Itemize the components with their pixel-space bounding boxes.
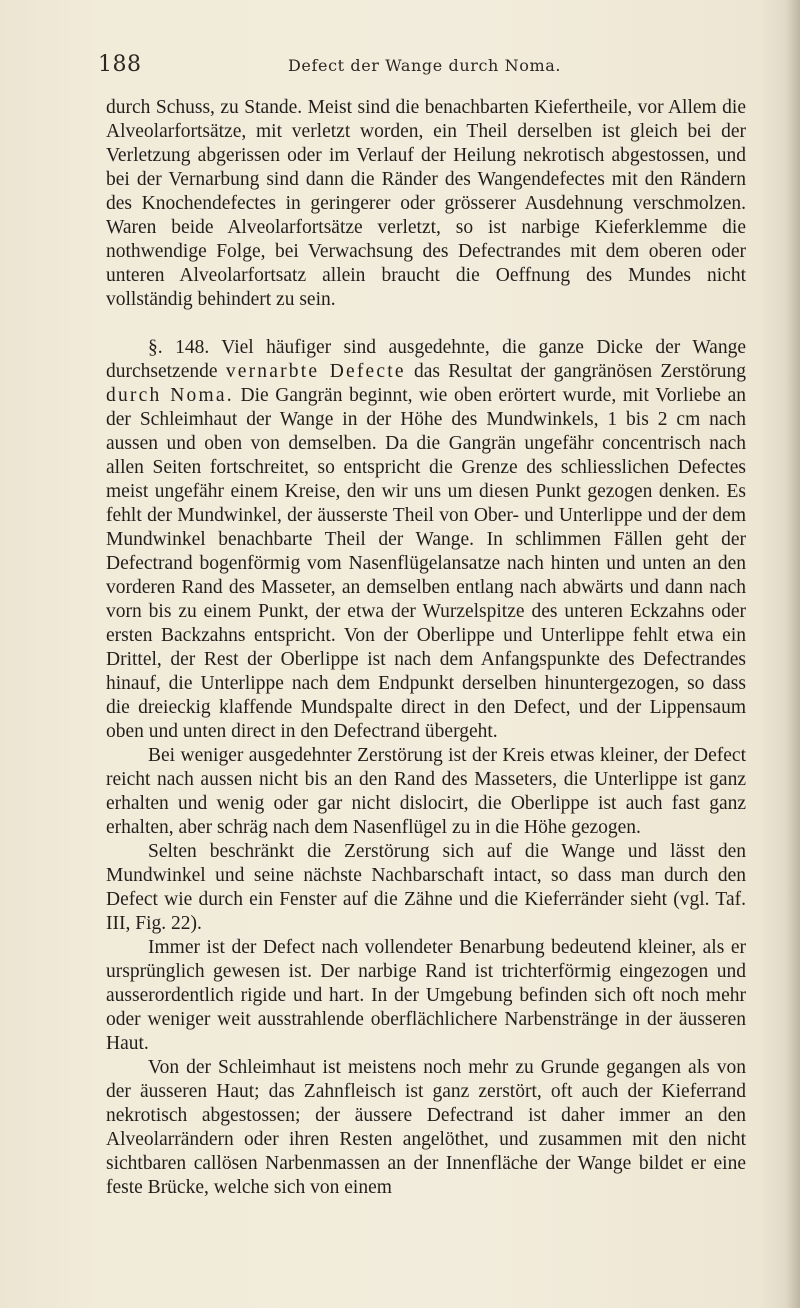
paragraph-5: Immer ist der Defect nach vollendeter Benarbung bedeutend kleiner, als er ursprünglich gewesen ist. Der narbige Rand ist trichterförmig eingezogen und ausserordentlich rigide und hart. In der Umgebung befinden sich oft noch mehr oder weniger weit ausstrahlende oberflächlichere Narbenstränge in der äusseren Haut.: [106, 937, 746, 1054]
section-rest-text: Die Gangrän beginnt, wie oben erörtert wurde, mit Vorliebe an der Schleimhaut der Wange in der Höhe des Mundwinkels, 1 bis 2 cm nach aussen und oben von demselben. Da die Gangrän ungefähr concentrisch nach allen Seiten fortschreitet, so entspricht die Grenze des schliesslichen Defectes meist ungefähr einem Kreise, den wir uns um diesen Punkt gezogen denken. Es fehlt der Mundwinkel, der äusserste Theil von Ober- und Unterlippe und der dem Mundwinkel benachbarte Theil der Wange. In schlimmen Fällen geht der Defectrand bogenförmig vom Nasenflügelansatze nach hinten und unten an den vorderen Rand des Masseter, an demselben entlang nach abwärts und dann nach vorn bis zu einem Punkt, der etwa der Wurzelspitze des unteren Eckzahns oder ersten Backzahns entspricht. Von der Oberlippe und Unterlippe fehlt etwa ein Drittel, der Rest der Oberlippe ist nach dem Anfangspunkte des Defectrandes hinauf, die Unterlippe nach dem Endpunkt derselben hinuntergezogen, so dass die dreieckig klaffende Mundspalte direct in den Defect, und der Lippensaum oben und unten direct in den Defectrand übergeht.: [106, 385, 746, 742]
page-number: 188: [98, 52, 142, 77]
page-edge-shadow: [786, 0, 800, 1308]
section-lead-text: §. 148. Viel häufiger sind ausgedehnte, die ganze Dicke der Wange durchsetzende: [106, 337, 746, 382]
paragraph-3: Bei weniger ausgedehnter Zerstörung ist der Kreis etwas kleiner, der Defect reicht nach aussen nicht bis an den Rand des Masseters, die Unterlippe ist ganz erhalten und wenig oder gar nicht dislocirt, die Oberlippe ist auch fast ganz erhalten, aber schräg nach dem Nasenflügel zu in die Höhe gezogen.: [106, 745, 746, 838]
page-header: [98, 52, 738, 82]
paragraph-4: Selten beschränkt die Zerstörung sich auf die Wange und lässt den Mundwinkel und seine nächste Nachbarschaft intact, so dass man durch den Defect wie durch ein Fenster auf die Zähne und die Kieferränder sieht (vgl. Taf. III, Fig. 22).: [106, 841, 746, 934]
section-mid-text: das Resultat der gangränösen Zerstörung: [405, 361, 746, 382]
running-title: Defect der Wange durch Noma.: [288, 56, 562, 75]
emphasis-vernarbte-defecte: vernarbte Defecte: [225, 361, 406, 382]
paragraph-6: Von der Schleimhaut ist meistens noch mehr zu Grunde gegangen als von der äusseren Haut; das Zahnfleisch ist ganz zerstört, oft auch der Kieferrand nekrotisch abgestossen; der äussere Defectrand ist daher immer an den Alveolarrändern oder ihren Resten angelöthet, und zusammen mit den nicht sichtbaren callösen Narbenmassen an der Innenfläche der Wange bildet er eine feste Brücke, welche sich von einem: [106, 1057, 746, 1198]
paragraph-section-148: [106, 336, 746, 744]
emphasis-durch-noma: durch Noma.: [106, 385, 234, 406]
paragraph-1: durch Schuss, zu Stande. Meist sind die benachbarten Kiefertheile, vor Allem die Alveolarfortsätze, mit verletzt worden, ein Theil derselben ist gleich bei der Verletzung abgerissen oder im Verlauf der Heilung nekrotisch abgestossen, und bei der Vernarbung sind dann die Ränder des Wangendefectes mit den Rändern des Knochendefectes in geringerer oder grösserer Ausdehnung verschmolzen. Waren beide Alveolarfortsätze verletzt, so ist narbige Kieferklemme die nothwendige Folge, bei Verwachsung des Defectrandes mit dem oberen oder unteren Alveolarfortsatz allein braucht die Oeffnung des Mundes nicht vollständig behindert zu sein.: [106, 97, 746, 310]
body-text: [106, 96, 746, 1200]
